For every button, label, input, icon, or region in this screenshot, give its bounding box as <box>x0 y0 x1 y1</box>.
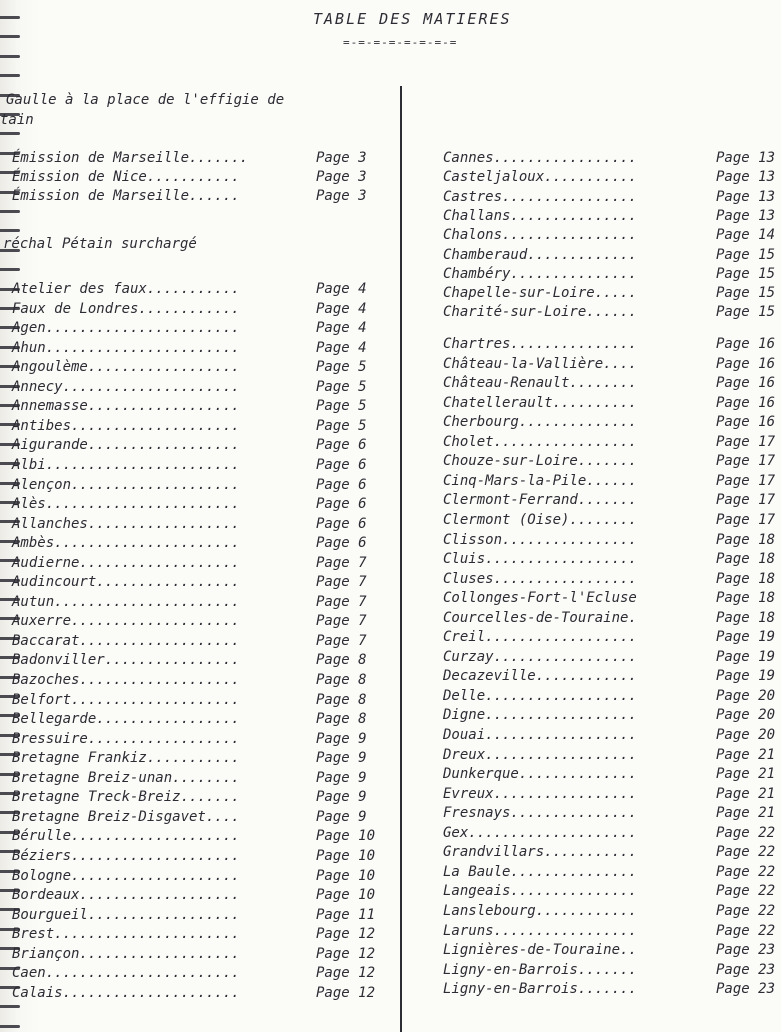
entry-page: Page 7 <box>316 632 367 649</box>
toc-entry <box>443 825 781 845</box>
entry-page: Page 22 <box>716 824 776 841</box>
toc-entry <box>0 574 395 594</box>
entry-page: Page 22 <box>716 883 776 900</box>
section-heading: Gaulle à la place de l'effigie de <box>6 92 285 108</box>
entry-page: Page 4 <box>316 300 367 317</box>
entry-page: Page 12 <box>316 965 376 982</box>
toc-entry <box>443 375 781 395</box>
entry-name: Bazoches................... <box>12 672 240 688</box>
toc-entry <box>443 473 781 493</box>
toc-entry <box>443 962 781 982</box>
toc-entry <box>443 923 781 943</box>
entry-name: Digne.................. <box>443 707 637 724</box>
section-heading: réchal Pétain surchargé <box>3 236 197 252</box>
entry-page: Page 23 <box>716 981 776 998</box>
entry-name: Ambès...................... <box>12 535 240 552</box>
toc-entry <box>0 828 395 848</box>
toc-entry <box>0 359 395 379</box>
toc-entry <box>443 707 781 727</box>
entry-page: Page 6 <box>316 535 367 552</box>
entry-name: Clermont (Oise)........ <box>443 511 637 528</box>
entry-name: Ahun....................... <box>12 339 240 356</box>
entry-name: Bordeaux................... <box>12 887 240 904</box>
toc-entry <box>0 848 395 868</box>
entry-page: Page 3 <box>316 169 367 185</box>
entry-name: Cluses................. <box>443 570 637 587</box>
entry-page: Page 10 <box>316 847 376 864</box>
toc-entry <box>443 189 781 209</box>
entry-name: Émission de Nice........... <box>12 169 240 185</box>
entry-page: Page 7 <box>316 554 367 571</box>
toc-entry <box>0 926 395 946</box>
entry-page: Page 23 <box>716 961 776 978</box>
toc-entry <box>0 868 395 888</box>
entry-name: Chapelle-sur-Loire..... <box>443 285 637 302</box>
entry-name: Bérulle.................... <box>12 828 240 845</box>
entry-page: Page 8 <box>316 711 367 728</box>
toc-entry <box>443 727 781 747</box>
entry-name: Autun...................... <box>12 593 240 610</box>
entry-page: Page 21 <box>716 805 776 822</box>
entry-name: Castres................ <box>443 188 637 205</box>
toc-entry <box>0 770 395 790</box>
entry-name: Faux de Londres............ <box>12 300 240 317</box>
entry-name: Annemasse.................. <box>12 398 240 415</box>
entry-page: Page 16 <box>716 394 776 411</box>
entry-name: Béziers.................... <box>12 847 240 864</box>
entry-page: Page 19 <box>716 629 776 646</box>
entry-page: Page 17 <box>716 511 776 528</box>
toc-entry <box>443 942 781 962</box>
toc-entry <box>0 594 395 614</box>
entry-page: Page 6 <box>316 456 367 473</box>
entry-name: Cherbourg.............. <box>443 414 637 431</box>
toc-entry <box>0 613 395 633</box>
toc-entry <box>0 711 395 731</box>
entry-page: Page 23 <box>716 942 776 959</box>
entry-page: Page 7 <box>316 574 367 591</box>
entry-page: Page 6 <box>316 476 367 493</box>
entry-name: Chambéry............... <box>443 265 637 282</box>
toc-entry <box>443 747 781 767</box>
entry-name: Chartres............... <box>443 336 637 352</box>
toc-entry <box>0 437 395 457</box>
entry-name: Caen....................... <box>12 965 240 982</box>
entry-page: Page 3 <box>316 150 367 166</box>
entry-name: Chalons................ <box>443 227 637 244</box>
toc-entry <box>443 336 781 356</box>
toc-entry <box>0 789 395 809</box>
section-heading-continued: tain <box>0 112 34 128</box>
entry-name: Collonges-Fort-l'Ecluse <box>443 590 637 607</box>
entry-name: Courcelles-de-Touraine. <box>443 609 637 626</box>
toc-entry <box>0 809 395 829</box>
toc-entry <box>0 633 395 653</box>
entry-page: Page 4 <box>316 281 367 297</box>
toc-entry <box>0 281 395 301</box>
toc-entry <box>443 532 781 552</box>
entry-name: Alençon.................... <box>12 476 240 493</box>
entry-page: Page 22 <box>716 902 776 919</box>
toc-entry <box>443 688 781 708</box>
entry-page: Page 19 <box>716 648 776 665</box>
entry-page: Page 7 <box>316 613 367 630</box>
entry-page: Page 15 <box>716 285 776 302</box>
entry-name: Lignières-de-Touraine.. <box>443 942 637 959</box>
entry-page: Page 16 <box>716 375 776 392</box>
toc-entry <box>443 805 781 825</box>
toc-entry <box>443 453 781 473</box>
toc-entry <box>443 571 781 591</box>
toc-entry <box>0 652 395 672</box>
entry-name: Cluis.................. <box>443 551 637 568</box>
entry-name: Aigurande.................. <box>12 437 240 454</box>
entry-page: Page 9 <box>316 730 367 747</box>
entry-name: Chouze-sur-Loire....... <box>443 453 637 470</box>
entry-name: Brest...................... <box>12 926 240 943</box>
entry-page: Page 12 <box>316 945 376 962</box>
entry-page: Page 22 <box>716 922 776 939</box>
entry-page: Page 5 <box>316 398 367 415</box>
toc-entry <box>443 844 781 864</box>
entry-page: Page 5 <box>316 359 367 376</box>
entry-name: Allanches.................. <box>12 515 240 532</box>
entry-page: Page 20 <box>716 727 776 743</box>
entry-page: Page 8 <box>316 691 367 708</box>
entry-page: Page 16 <box>716 414 776 431</box>
entry-name: Clermont-Ferrand....... <box>443 492 637 509</box>
entry-name: Fresnays............... <box>443 805 637 822</box>
entry-page: Page 18 <box>716 551 776 568</box>
entry-name: Clisson................ <box>443 531 637 548</box>
entry-name: Casteljaloux........... <box>443 169 637 186</box>
entry-page: Page 16 <box>716 355 776 372</box>
toc-entry <box>0 946 395 966</box>
entry-name: Bretagne Breiz-Disgavet.... <box>12 808 240 825</box>
entry-name: Briançon................... <box>12 945 240 962</box>
entry-name: Evreux................. <box>443 785 637 802</box>
entry-page: Page 19 <box>716 668 776 685</box>
entry-name: Angoulème.................. <box>12 359 240 376</box>
toc-entry <box>0 379 395 399</box>
toc-entry <box>0 418 395 438</box>
entry-page: Page 9 <box>316 769 367 786</box>
entry-page: Page 10 <box>316 828 376 845</box>
entry-page: Page 13 <box>716 188 776 205</box>
entry-page: Page 22 <box>716 863 776 880</box>
entry-name: Ligny-en-Barrois....... <box>443 981 637 998</box>
entry-page: Page 7 <box>316 593 367 610</box>
entry-name: Laruns................. <box>443 922 637 939</box>
toc-entry <box>443 434 781 454</box>
entry-page: Page 16 <box>716 336 776 352</box>
toc-entry <box>443 266 781 286</box>
toc-entry <box>443 629 781 649</box>
toc-entry <box>443 786 781 806</box>
entry-page: Page 17 <box>716 453 776 470</box>
toc-entry <box>0 188 395 208</box>
toc-entry <box>443 883 781 903</box>
entry-name: Ligny-en-Barrois....... <box>443 961 637 978</box>
entry-name: Bretagne Breiz-unan........ <box>12 769 240 786</box>
entry-page: Page 17 <box>716 433 776 450</box>
entry-name: Atelier des faux........... <box>12 281 240 297</box>
entry-name: Cholet................. <box>443 433 637 450</box>
entry-name: Albi....................... <box>12 456 240 473</box>
toc-entry <box>0 965 395 985</box>
entry-page: Page 21 <box>716 785 776 802</box>
entry-name: Cinq-Mars-la-Pile...... <box>443 472 637 489</box>
entry-name: Audierne................... <box>12 554 240 571</box>
entry-page: Page 13 <box>716 150 776 166</box>
toc-entry <box>443 414 781 434</box>
entry-name: Challans............... <box>443 207 637 224</box>
entry-page: Page 18 <box>716 531 776 548</box>
toc-entry <box>443 649 781 669</box>
entry-page: Page 18 <box>716 590 776 607</box>
toc-entry <box>0 692 395 712</box>
entry-name: Dreux.................. <box>443 746 637 763</box>
toc-entry <box>0 672 395 692</box>
toc-entry <box>0 887 395 907</box>
entry-page: Page 4 <box>316 320 367 337</box>
toc-entry <box>0 320 395 340</box>
toc-entry <box>443 247 781 267</box>
toc-entry <box>0 907 395 927</box>
entry-name: Baccarat................... <box>12 632 240 649</box>
toc-entry <box>443 227 781 247</box>
entry-page: Page 17 <box>716 492 776 509</box>
entry-name: Bourgueil.................. <box>12 906 240 923</box>
entry-page: Page 18 <box>716 609 776 626</box>
entry-page: Page 15 <box>716 304 776 321</box>
entry-page: Page 13 <box>716 169 776 186</box>
toc-entry <box>443 864 781 884</box>
entry-name: Bretagne Treck-Breiz....... <box>12 789 240 806</box>
entry-page: Page 9 <box>316 750 367 767</box>
entry-name: Douai.................. <box>443 727 637 743</box>
toc-entry <box>0 496 395 516</box>
title-underline: =-=-=-=-=-=-=-= <box>343 36 458 49</box>
toc-entry <box>0 150 395 170</box>
entry-name: Curzay................. <box>443 648 637 665</box>
toc-entry <box>0 750 395 770</box>
toc-entry <box>443 610 781 630</box>
entry-name: Gex.................... <box>443 824 637 841</box>
toc-entry <box>443 512 781 532</box>
entry-page: Page 9 <box>316 789 367 806</box>
toc-entry <box>443 208 781 228</box>
entry-name: La Baule............... <box>443 863 637 880</box>
entry-page: Page 6 <box>316 515 367 532</box>
entry-name: Belfort.................... <box>12 691 240 708</box>
toc-entry <box>443 903 781 923</box>
entry-page: Page 11 <box>316 906 376 923</box>
entry-name: Alès....................... <box>12 496 240 513</box>
page-title: TABLE DES MATIERES <box>313 10 512 28</box>
toc-entry <box>443 169 781 189</box>
entry-name: Émission de Marseille...... <box>12 188 240 204</box>
entry-name: Lanslebourg............ <box>443 902 637 919</box>
entry-name: Badonviller................ <box>12 652 240 669</box>
entry-name: Bologne.................... <box>12 867 240 884</box>
entry-name: Château-la-Vallière.... <box>443 355 637 372</box>
entry-page: Page 8 <box>316 672 367 688</box>
entry-page: Page 9 <box>316 808 367 825</box>
entry-name: Château-Renault........ <box>443 375 637 392</box>
entry-name: Antibes.................... <box>12 417 240 434</box>
entry-name: Dunkerque.............. <box>443 766 637 783</box>
entry-name: Audincourt................. <box>12 574 240 591</box>
entry-name: Langeais............... <box>443 883 637 900</box>
entry-name: Delle.................. <box>443 687 637 704</box>
toc-entry <box>443 492 781 512</box>
entry-name: Decazeville............ <box>443 668 637 685</box>
entry-page: Page 10 <box>316 867 376 884</box>
toc-entry <box>443 981 781 1001</box>
entry-page: Page 6 <box>316 496 367 513</box>
entry-name: Auxerre.................... <box>12 613 240 630</box>
column-divider <box>400 86 402 1032</box>
entry-page: Page 6 <box>316 437 367 454</box>
toc-entry <box>443 590 781 610</box>
entry-name: Bellegarde................. <box>12 711 240 728</box>
entry-page: Page 21 <box>716 766 776 783</box>
toc-entry <box>0 457 395 477</box>
toc-entry <box>443 304 781 324</box>
entry-name: Annecy..................... <box>12 378 240 395</box>
entry-name: Émission de Marseille....... <box>12 150 249 166</box>
entry-page: Page 8 <box>316 652 367 669</box>
entry-page: Page 22 <box>716 844 776 861</box>
toc-entry <box>0 340 395 360</box>
entry-name: Cannes................. <box>443 150 637 166</box>
entry-page: Page 13 <box>716 207 776 224</box>
toc-entry <box>443 356 781 376</box>
toc-entry <box>0 985 395 1005</box>
entry-page: Page 20 <box>716 707 776 724</box>
entry-page: Page 17 <box>716 472 776 489</box>
entry-page: Page 10 <box>316 887 376 904</box>
entry-page: Page 12 <box>316 926 376 943</box>
toc-entry <box>443 551 781 571</box>
entry-name: Bressuire.................. <box>12 730 240 747</box>
toc-entry <box>443 150 781 170</box>
toc-entry <box>443 395 781 415</box>
toc-entry <box>0 535 395 555</box>
entry-page: Page 3 <box>316 188 367 204</box>
toc-entry <box>0 301 395 321</box>
entry-page: Page 12 <box>316 984 376 1001</box>
entry-name: Calais..................... <box>12 984 240 1001</box>
entry-page: Page 5 <box>316 417 367 434</box>
toc-entry <box>443 285 781 305</box>
entry-page: Page 15 <box>716 265 776 282</box>
entry-name: Chamberaud............. <box>443 246 637 263</box>
toc-entry <box>0 731 395 751</box>
entry-page: Page 21 <box>716 746 776 763</box>
entry-page: Page 5 <box>316 378 367 395</box>
entry-page: Page 14 <box>716 227 776 244</box>
entry-page: Page 4 <box>316 339 367 356</box>
entry-name: Bretagne Frankiz........... <box>12 750 240 767</box>
entry-page: Page 18 <box>716 570 776 587</box>
entry-name: Chatellerault.......... <box>443 394 637 411</box>
entry-page: Page 20 <box>716 687 776 704</box>
entry-name: Charité-sur-Loire...... <box>443 304 637 321</box>
entry-name: Creil.................. <box>443 629 637 646</box>
entry-name: Agen....................... <box>12 320 240 337</box>
toc-entry <box>443 766 781 786</box>
entry-page: Page 15 <box>716 246 776 263</box>
toc-entry <box>0 555 395 575</box>
toc-entry <box>443 668 781 688</box>
toc-entry <box>0 169 395 189</box>
toc-entry <box>0 398 395 418</box>
toc-entry <box>0 477 395 497</box>
toc-entry <box>0 516 395 536</box>
entry-name: Grandvillars........... <box>443 844 637 861</box>
